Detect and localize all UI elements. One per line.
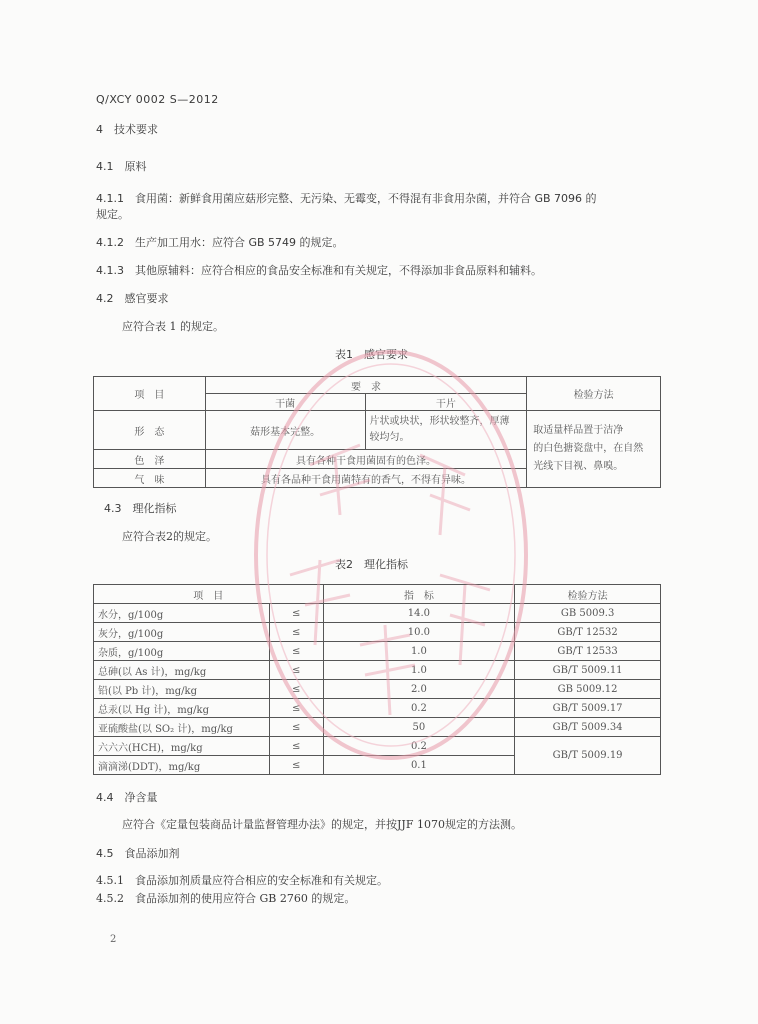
t1-row-color-item: 色 泽	[94, 450, 206, 469]
t1-row-color-req: 具有各种干食用菌固有的色泽。	[205, 450, 526, 469]
t1-method-line1: 取适量样品置于洁净	[533, 425, 624, 436]
t2-item-cell: 灰分，g/100g	[94, 623, 270, 642]
section-4-4-heading: 4.4 净含量	[96, 791, 158, 804]
section-4-heading: 4 技术要求	[96, 123, 158, 136]
section-4-2-heading: 4.2 感官要求	[96, 292, 169, 305]
section-4-2-text: 应符合表 1 的规定。	[122, 320, 224, 333]
t1-row-smell-item: 气 味	[94, 469, 206, 488]
t2-header-index: 指 标	[323, 585, 515, 604]
table-sensory	[93, 376, 661, 488]
section-4-1-3: 4.1.3 其他原辅料：应符合相应的食品安全标准和有关规定，不得添加非食品原料和辅料。	[96, 264, 542, 277]
t2-operator-cell: ≤	[269, 756, 323, 775]
t1-slice-line2: 较均匀。	[369, 432, 410, 443]
t2-method-cell: GB 5009.3	[515, 604, 661, 623]
section-4-5-2: 4.5.2 食品添加剂的使用应符合 GB 2760 的规定。	[96, 892, 356, 905]
t1-row-smell-req: 具有各品种干食用菌特有的香气，不得有异味。	[205, 469, 526, 488]
t2-body	[94, 604, 661, 775]
t2-value-cell: 50	[323, 718, 515, 737]
t2-method-cell: GB/T 5009.34	[515, 718, 661, 737]
t1-header-slice: 干片	[365, 394, 527, 411]
table1-title: 表1 感官要求	[335, 348, 408, 361]
t2-method-cell: GB 5009.12	[515, 680, 661, 699]
table-row	[94, 604, 661, 623]
t2-value-cell: 0.2	[323, 737, 515, 756]
t2-item-cell: 六六六(HCH)，mg/kg	[94, 737, 270, 756]
section-4-1-heading: 4.1 原料	[96, 160, 147, 173]
t2-item-cell: 铅(以 Pb 计)，mg/kg	[94, 680, 270, 699]
section-4-3-heading: 4.3 理化指标	[104, 502, 177, 515]
t2-value-cell: 14.0	[323, 604, 515, 623]
t2-item-cell: 滴滴涕(DDT)，mg/kg	[94, 756, 270, 775]
t2-item-cell: 总汞(以 Hg 计)，mg/kg	[94, 699, 270, 718]
t2-value-cell: 2.0	[323, 680, 515, 699]
t2-operator-cell: ≤	[269, 718, 323, 737]
t2-header-method: 检验方法	[515, 585, 661, 604]
t1-header-method: 检验方法	[527, 377, 661, 411]
section-4-5-1: 4.5.1 食品添加剂质量应符合相应的安全标准和有关规定。	[96, 874, 388, 887]
table-row	[94, 718, 661, 737]
t2-operator-cell: ≤	[269, 604, 323, 623]
t2-operator-cell: ≤	[269, 661, 323, 680]
t1-header-requirement: 要 求	[205, 377, 526, 394]
table-row	[94, 699, 661, 718]
page-number: 2	[110, 934, 117, 945]
t2-value-cell: 1.0	[323, 642, 515, 661]
section-4-5-heading: 4.5 食品添加剂	[96, 847, 180, 860]
t1-row-shape-dry: 菇形基本完整。	[205, 411, 365, 450]
t1-slice-line1: 片状或块状，形状较整齐，厚薄	[369, 416, 510, 427]
t1-header-item: 项 目	[94, 377, 206, 411]
t1-header-dry: 干菌	[205, 394, 365, 411]
table-row	[94, 680, 661, 699]
t2-value-cell: 0.1	[323, 756, 515, 775]
table-physicochemical	[93, 584, 661, 775]
t2-operator-cell: ≤	[269, 623, 323, 642]
table-row	[94, 661, 661, 680]
section-4-4-text: 应符合《定量包装商品计量监督管理办法》的规定，并按JJF 1070规定的方法测。	[122, 818, 522, 831]
t2-method-cell: GB/T 5009.19	[515, 737, 661, 775]
t2-operator-cell: ≤	[269, 642, 323, 661]
t2-value-cell: 1.0	[323, 661, 515, 680]
t2-item-cell: 总砷(以 As 计)，mg/kg	[94, 661, 270, 680]
t2-header-item: 项 目	[94, 585, 324, 604]
t2-item-cell: 亚硫酸盐(以 SO₂ 计)，mg/kg	[94, 718, 270, 737]
t2-item-cell: 水分，g/100g	[94, 604, 270, 623]
table2-title: 表2 理化指标	[335, 558, 408, 571]
t2-operator-cell: ≤	[269, 680, 323, 699]
t1-row-shape-item: 形 态	[94, 411, 206, 450]
t2-method-cell: GB/T 12533	[515, 642, 661, 661]
section-4-3-text: 应符合表2的规定。	[122, 530, 217, 543]
t2-value-cell: 0.2	[323, 699, 515, 718]
table-row	[94, 737, 661, 756]
t1-method-line3: 光线下目视、鼻嗅。	[533, 461, 624, 472]
t2-method-cell: GB/T 5009.17	[515, 699, 661, 718]
section-4-1-1-line1: 4.1.1 食用菌：新鲜食用菌应菇形完整、无污染、无霉变，不得混有非食用杂菌，并符合 GB 7096 的	[96, 192, 597, 205]
t2-method-cell: GB/T 12532	[515, 623, 661, 642]
standard-code: Q/XCY 0002 S—2012	[96, 93, 219, 106]
t1-method-line2: 的白色搪瓷盘中，在自然	[533, 443, 644, 454]
section-4-1-1-line2: 规定。	[96, 208, 129, 221]
table-row	[94, 623, 661, 642]
t1-method-cell	[527, 411, 661, 488]
t1-row-shape-slice	[365, 411, 527, 450]
t2-value-cell: 10.0	[323, 623, 515, 642]
table-row	[94, 642, 661, 661]
section-4-1-2: 4.1.2 生产加工用水：应符合 GB 5749 的规定。	[96, 236, 344, 249]
t2-operator-cell: ≤	[269, 737, 323, 756]
t2-operator-cell: ≤	[269, 699, 323, 718]
t2-method-cell: GB/T 5009.11	[515, 661, 661, 680]
t2-item-cell: 杂质，g/100g	[94, 642, 270, 661]
